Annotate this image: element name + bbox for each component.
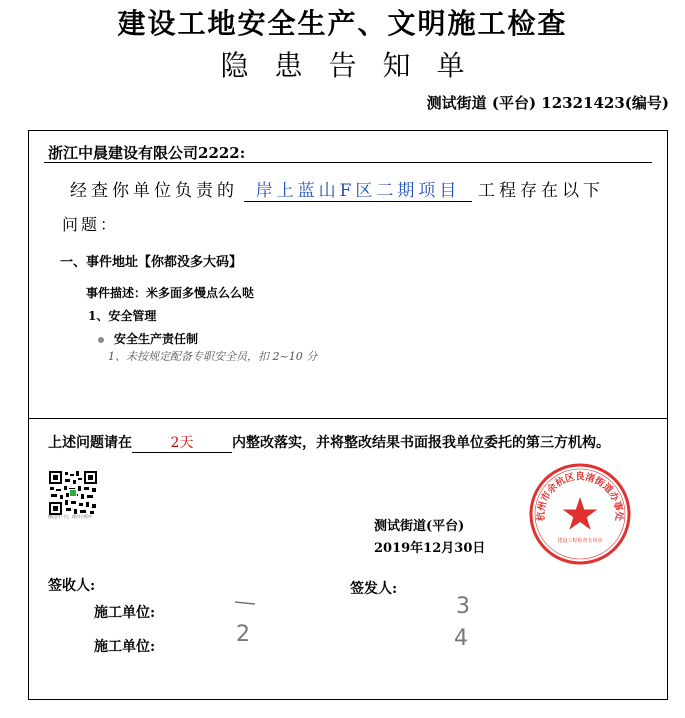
intro-line-2: 问题： (62, 215, 120, 234)
event-description: 事件描述：米多面多慢点么么哒 (86, 286, 255, 300)
signature-3: 3 (456, 594, 470, 619)
category-heading: 1、安全管理 (88, 309, 157, 323)
construction-unit-label-1: 施工单位: (94, 605, 156, 621)
intro-prefix: 经查你单位负责的 (70, 181, 238, 201)
platform-number: 测试街道 (平台) 12321423(编号) (426, 94, 669, 112)
receiver-label: 签收人: (48, 578, 96, 594)
qr-caption: 微信扫一扫，使用小程序 (48, 514, 92, 519)
issuer-name: 测试街道(平台) (374, 519, 465, 534)
signature-1: — (232, 588, 258, 617)
qr-code-icon (48, 470, 98, 516)
project-name: 岸上蓝山F区二期项目 (244, 176, 472, 202)
document-title: 建设工地安全生产、文明施工检查 (117, 7, 568, 40)
intro-suffix: 工程存在以下 (478, 181, 604, 201)
seal-text: 杭州市余杭区良渚街道办事处 (535, 471, 625, 522)
construction-unit-label-2: 施工单位: (94, 639, 156, 655)
section-divider (28, 418, 668, 419)
rectification-deadline (48, 432, 610, 453)
subcategory-item (98, 330, 198, 347)
company-name: 浙江中晨建设有限公司2222: (48, 144, 246, 162)
company-underline (44, 162, 652, 163)
signature-2: 2 (236, 622, 250, 647)
issue-item: 1、未按规定配备专职安全员，扣 2~10 分 (108, 350, 318, 363)
sender-label: 签发人: (350, 581, 398, 597)
intro-sentence (70, 176, 604, 202)
signature-4: 4 (454, 626, 468, 651)
deadline-suffix: 内整改落实，并将整改结果书面报我单位委托的第三方机构。 (232, 435, 610, 451)
bullet-icon (98, 337, 104, 343)
seal-inner-text: 建设工程检查专用章 (557, 538, 603, 544)
event-address: 一、事件地址【你都没多大码】 (60, 255, 243, 270)
subcategory-label: 安全生产责任制 (114, 332, 199, 346)
deadline-days: 2天 (132, 432, 232, 453)
document-subtitle: 隐患告知单 (220, 49, 491, 82)
issue-date: 2019年12月30日 (374, 541, 486, 556)
deadline-prefix: 上述问题请在 (48, 435, 132, 451)
official-seal-icon (528, 462, 632, 566)
